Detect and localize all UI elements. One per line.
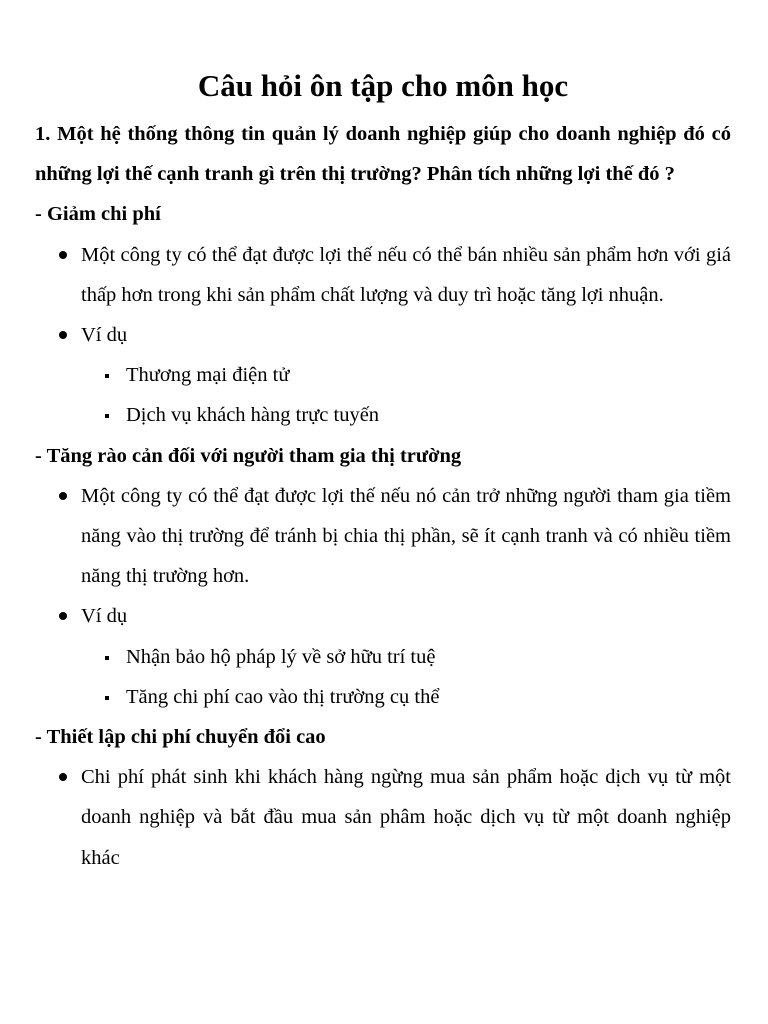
bullet-dot-icon: [59, 492, 67, 500]
point-text: Một công ty có thể đạt được lợi thế nếu nó cản trở những người tham gia tiềm năng vào thị trường để tránh bị chia thị phần, sẽ ít cạnh tranh và có nhiều tiềm năng thị trường hơn.: [81, 484, 731, 588]
section-2-example-list: [81, 637, 731, 717]
example-text: Nhận bảo hộ pháp lý về sở hữu trí tuệ: [126, 645, 436, 668]
section-1-list: [35, 235, 731, 436]
section-1-example: [81, 315, 731, 436]
list-item: [126, 355, 731, 395]
bullet-dot-icon: [59, 331, 67, 339]
page-title: Câu hỏi ôn tập cho môn học: [197, 68, 569, 103]
list-item: [126, 395, 731, 435]
point-text: Một công ty có thể đạt được lợi thế nếu có thể bán nhiều sản phẩm hơn với giá thấp hơn trong khi sản phẩm chất lượng và duy trì hoặc tăng lợi nhuận.: [81, 243, 731, 306]
section-3-list: [35, 757, 731, 878]
example-text: Dịch vụ khách hàng trực tuyến: [126, 404, 380, 427]
section-2-example: [81, 596, 731, 717]
section-1-example-list: [81, 355, 731, 435]
example-text: Thương mại điện tử: [126, 364, 290, 387]
bullet-dot-icon: [59, 251, 67, 259]
square-bullet-icon: [105, 656, 109, 660]
section-heading-switching-costs: - Thiết lập chi phí chuyển đổi cao: [35, 726, 326, 749]
square-bullet-icon: [105, 414, 109, 418]
example-label: Ví dụ: [81, 324, 128, 347]
example-label: Ví dụ: [81, 605, 128, 628]
example-text: Tăng chi phí cao vào thị trường cụ thể: [126, 685, 440, 708]
section-2-list: [35, 476, 731, 717]
point-text: Chi phí phát sinh khi khách hàng ngừng mua sản phẩm hoặc dịch vụ từ một doanh nghiệp và bắt đầu mua sản phâm hoặc dịch vụ từ một doanh nghiệp khác: [81, 766, 731, 869]
section-2-point: [81, 476, 731, 597]
question-1: 1. Một hệ thống thông tin quản lý doanh nghiệp giúp cho doanh nghiệp đó có những lợi thế cạnh tranh gì trên thị trường? Phân tích những lợi thế đó ?: [35, 123, 731, 186]
square-bullet-icon: [105, 696, 109, 700]
list-item: [126, 677, 731, 717]
bullet-dot-icon: [59, 773, 67, 781]
square-bullet-icon: [105, 374, 109, 378]
section-heading-entry-barriers: - Tăng rào cản đối với người tham gia thị trường: [35, 444, 462, 467]
section-1-point: [81, 235, 731, 315]
list-item: [126, 637, 731, 677]
section-heading-reduce-cost: - Giảm chi phí: [35, 203, 161, 226]
section-3-point: [81, 757, 731, 878]
bullet-dot-icon: [59, 612, 67, 620]
